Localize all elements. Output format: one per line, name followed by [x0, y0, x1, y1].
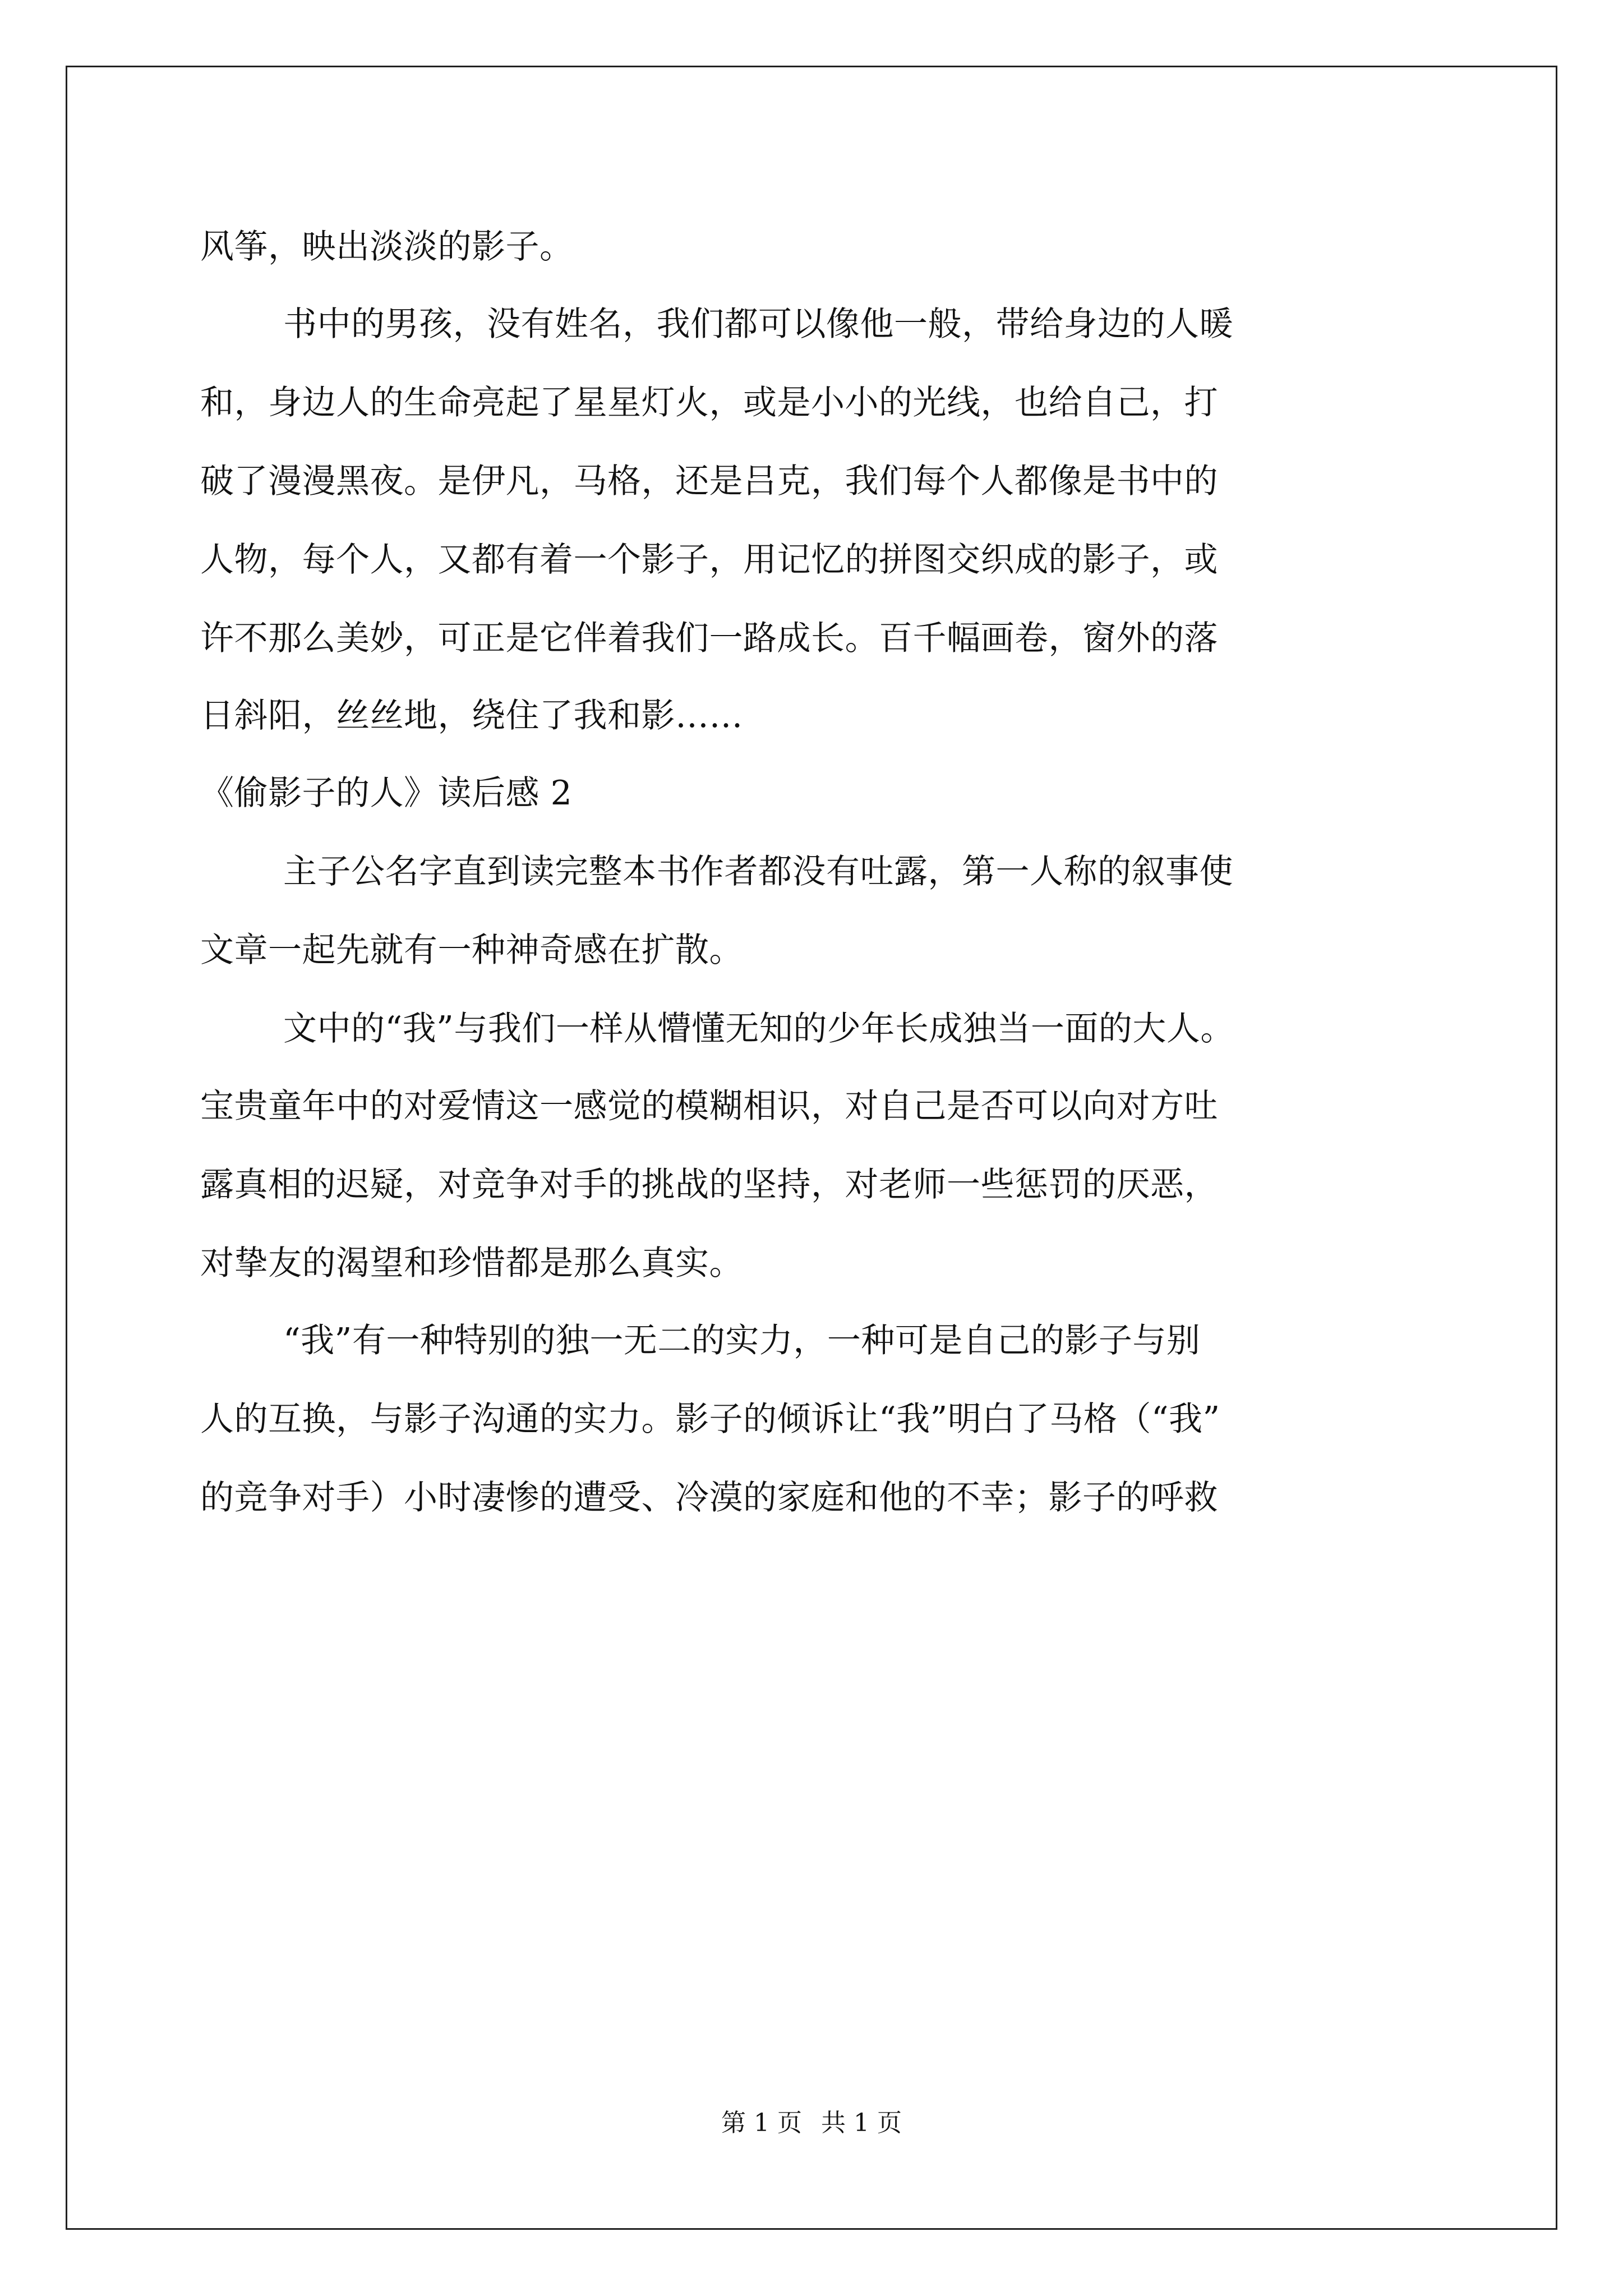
text-line: 宝贵童年中的对爱情这一感觉的模糊相识，对自己是否可以向对方吐: [200, 1087, 1218, 1126]
section-heading: 《偷影子的人》读后感 2: [200, 774, 573, 813]
page-number: 第 1 页: [721, 2109, 802, 2137]
text-line: 和，身边人的生命亮起了星星灯火，或是小小的光线，也给自己，打: [200, 383, 1218, 422]
paragraph-first-line: “我”有一种特别的独一无二的实力，一种可是自己的影子与别: [283, 1321, 1201, 1360]
text-line: 对挚友的渴望和珍惜都是那么真实。: [200, 1244, 743, 1283]
text-line: 许不那么美妙，可正是它伴着我们一路成长。百千幅画卷，窗外的落: [200, 619, 1218, 658]
text-line: 人物，每个人，又都有着一个影子，用记忆的拼图交织成的影子，或: [200, 540, 1218, 579]
text-line: 露真相的迟疑，对竞争对手的挑战的坚持，对老师一些惩罚的厌恶，: [200, 1165, 1218, 1204]
page-footer: [0, 2109, 1623, 2137]
paragraph-first-line: 文中的“我”与我们一样从懵懂无知的少年长成独当一面的大人。: [283, 1009, 1234, 1048]
text-line: 破了漫漫黑夜。是伊凡，马格，还是吕克，我们每个人都像是书中的: [200, 462, 1218, 501]
text-line: 人的互换，与影子沟通的实力。影子的倾诉让“我”明白了马格（“我”: [200, 1400, 1220, 1439]
page-total: 共 1 页: [821, 2109, 902, 2137]
text-line: 风筝，映出淡淡的影子。: [200, 227, 574, 266]
paragraph-first-line: 书中的男孩，没有姓名，我们都可以像他一般，带给身边的人暖: [283, 305, 1233, 344]
paragraph-first-line: 主子公名字直到读完整本书作者都没有吐露，第一人称的叙事使: [283, 852, 1233, 891]
text-line: 日斜阳，丝丝地，绕住了我和影……: [200, 696, 743, 735]
text-line: 的竞争对手）小时凄惨的遭受、冷漠的家庭和他的不幸；影子的呼救: [200, 1478, 1218, 1517]
text-line: 文章一起先就有一种神奇感在扩散。: [200, 931, 743, 970]
